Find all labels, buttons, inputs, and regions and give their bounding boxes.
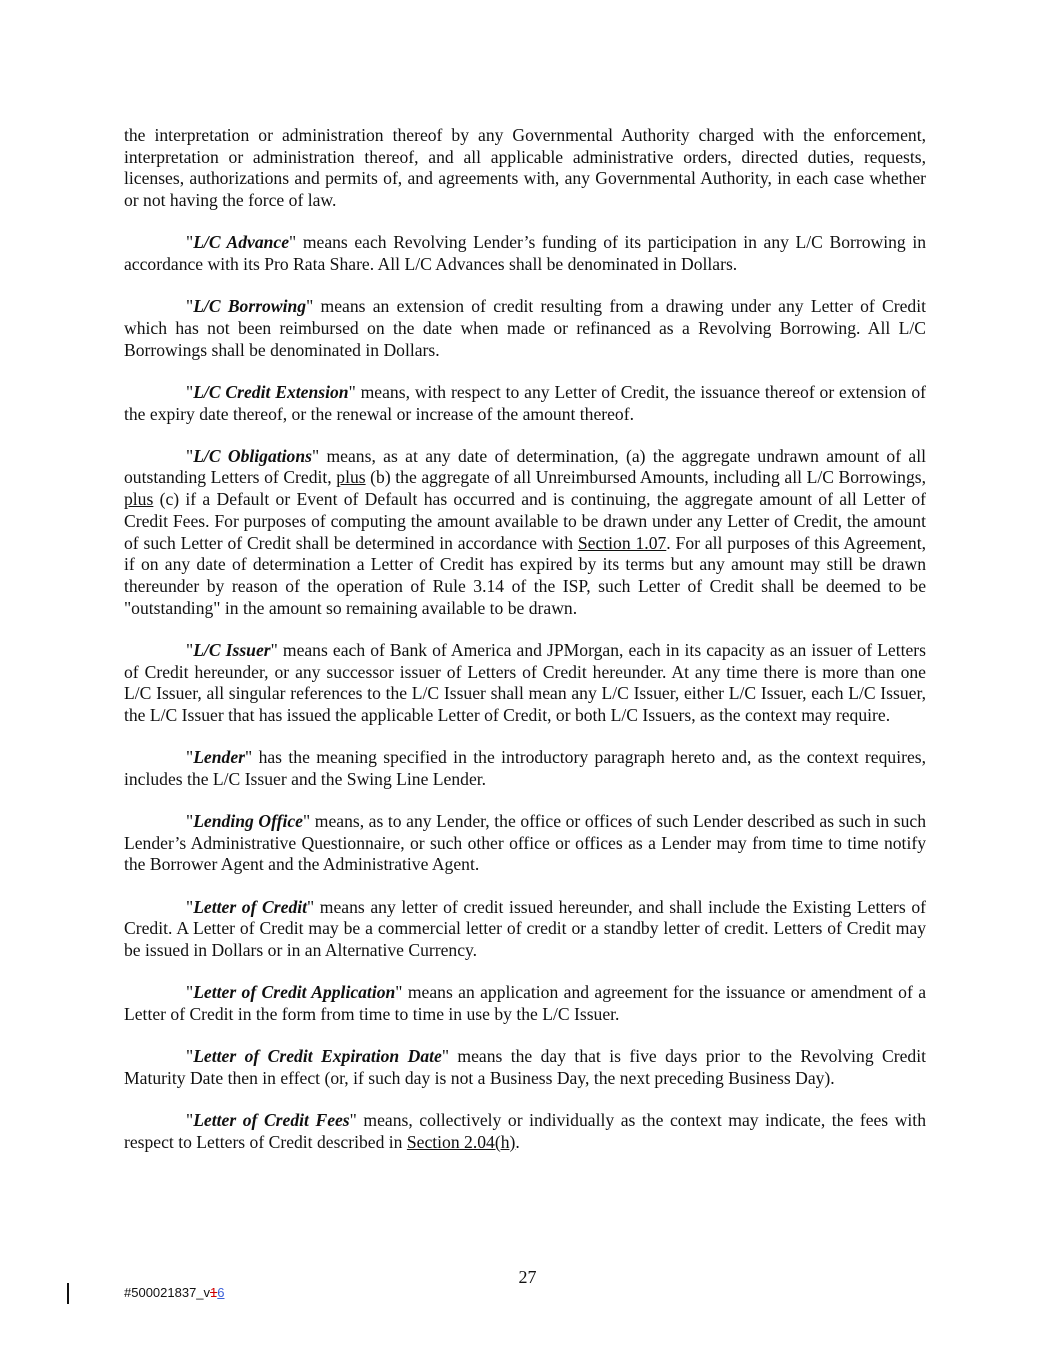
defined-term: L/C Advance: [193, 232, 290, 253]
definition-letter-of-credit-application: "Letter of Credit Application" means an application and agreement for the issuance or amendment of a Letter of Credit in the form from time to time in use by the L/C Issuer.: [124, 982, 926, 1024]
definition-lc-advance: "L/C Advance" means each Revolving Lender’s funding of its participation in any L/C Borrowing in accordance with its Pro Rata Share. All L/C Advances shall be denominated in Dollars.: [124, 232, 927, 275]
document-id: #500021837_v16: [124, 1285, 225, 1300]
section-reference: Section 2.04(h): [406, 1131, 516, 1152]
section-reference: Section 1.07: [577, 532, 667, 553]
defined-term: Letter of Credit Fees: [193, 1110, 350, 1131]
defined-term: Letter of Credit Application: [193, 982, 396, 1003]
page-number: 27: [518, 1267, 537, 1287]
definition-lc-credit-extension: "L/C Credit Extension" means, with respect to any Letter of Credit, the issuance thereof or extension of the expiry date thereof, or the renewal or increase of the amount thereof.: [124, 381, 926, 424]
document-body: [124, 125, 926, 1174]
underlined-plus: plus: [336, 467, 366, 488]
defined-term: L/C Borrowing: [193, 296, 307, 317]
definition-letter-of-credit-expiration-date: "Letter of Credit Expiration Date" means the day that is five days prior to the Revolving Credit Maturity Date then in effect (or, if such day is not a Business Day, the next preceding Business Day).: [124, 1046, 926, 1088]
definition-letter-of-credit: "Letter of Credit" means any letter of credit issued hereunder, and shall include the Existing Letters of Credit. A Letter of Credit may be a commercial letter of credit or a standby letter of credit. Letters of Credit may be issued in Dollars or in an Alternative Currency.: [124, 896, 926, 961]
definition-lc-issuer: "L/C Issuer" means each of Bank of America and JPMorgan, each in its capacity as an issuer of Letters of Credit hereunder, or any successor issuer of Letters of Credit hereunder. At any time there is more than one L/C Issuer, all singular references to the L/C Issuer shall mean any L/C Issuer, either L/C Issuer, each L/C Issuer, the L/C Issuer that has issued the applicable Letter of Credit, or both L/C Issuers, as the context may require.: [124, 639, 927, 725]
definition-lc-borrowing: "L/C Borrowing" means an extension of credit resulting from a drawing under any Letter of Credit which has not been reimbursed on the date when made or refinanced as a Revolving Borrowing. All L/C Borrowings shall be denominated in Dollars.: [124, 296, 926, 360]
revision-change-bar: [67, 1283, 69, 1304]
definition-lender: "Lender" has the meaning specified in the introductory paragraph hereto and, as the context requires, includes the L/C Issuer and the Swing Line Lender.: [124, 747, 926, 789]
defined-term: Letter of Credit Expiration Date: [193, 1046, 442, 1067]
intro-paragraph: the interpretation or administration thereof by any Governmental Authority charged with the enforcement, interpretation or administration thereof, and all applicable administrative orders, directed duties, requests, licenses, authorizations and permits of, and agreements with, any Governmental Authority, in each case whether or not having the force of law.: [124, 125, 926, 211]
defined-term: L/C Credit Extension: [193, 381, 349, 402]
deleted-version: 1: [210, 1285, 218, 1300]
defined-term: L/C Issuer: [193, 639, 271, 660]
defined-term: Lender: [193, 747, 245, 768]
defined-term: Letter of Credit: [193, 896, 308, 917]
defined-term: L/C Obligations: [193, 445, 312, 466]
definition-letter-of-credit-fees: "Letter of Credit Fees" means, collectively or individually as the context may indicate, the fees with respect to Letters of Credit described in Section 2.04(h).: [124, 1110, 926, 1152]
underlined-plus: plus: [124, 489, 154, 510]
inserted-version: 6: [217, 1285, 225, 1300]
definition-lending-office: "Lending Office" means, as to any Lender, the office or offices of such Lender described as such in such Lender’s Administrative Questionnaire, or such other office or offices as a Lender may from time to time notify the Borrower Agent and the Administrative Agent.: [124, 811, 926, 875]
definition-lc-obligations: "L/C Obligations" means, as at any date of determination, (a) the aggregate undrawn amount of all outstanding Letters of Credit, plus (b) the aggregate of all Unreimbursed Amounts, including all L/C Borrowings, plus (c) if a Default or Event of Default has occurred and is continuing, the aggregate amount of all Letter of Credit Fees. For purposes of computing the amount available to be drawn under any Letter of Credit, the amount of such Letter of Credit shall be determined in accordance with Section 1.07. For all purposes of this Agreement, if on any date of determination a Letter of Credit has expired by its terms but any amount may still be drawn thereunder by reason of the operation of Rule 3.14 of the ISP, such Letter of Credit shall be deemed to be "outstanding" in the amount so remaining available to be drawn.: [124, 445, 926, 618]
defined-term: Lending Office: [193, 811, 303, 832]
